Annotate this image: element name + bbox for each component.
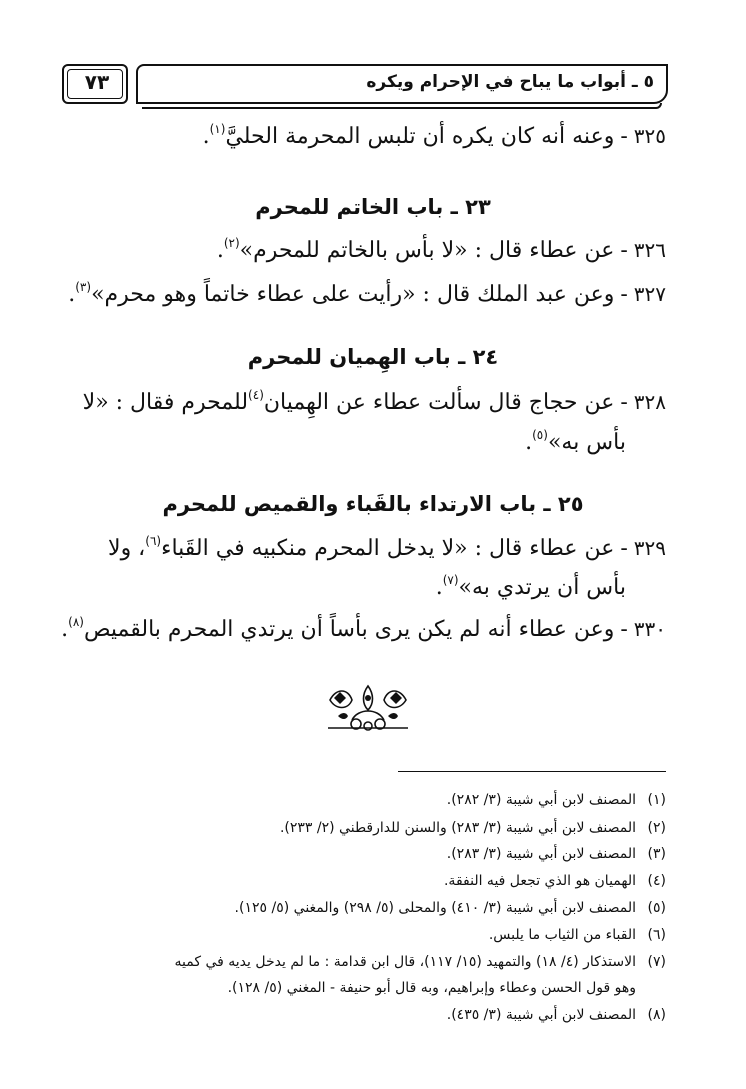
hadith-text: بأس أن يرتدي به» bbox=[458, 575, 626, 600]
hadith-text-cont: ، ولا bbox=[108, 536, 146, 561]
running-title: ٥ ـ أبواب ما يباح في الإحرام ويكره bbox=[366, 72, 654, 92]
dash: - bbox=[620, 390, 628, 415]
running-title-frame bbox=[136, 64, 668, 104]
hadith-number: ٣٢٩ bbox=[633, 536, 666, 560]
footnote-mark: (٤) bbox=[647, 873, 666, 889]
dash: - bbox=[620, 536, 628, 561]
chapter-heading-23: ٢٣ ـ باب الخاتم للمحرم bbox=[255, 195, 491, 219]
dash: - bbox=[620, 617, 628, 642]
hadith-text: عن عطاء قال : «لا بأس بالخاتم للمحرم» bbox=[239, 238, 615, 263]
full-stop: . bbox=[68, 282, 76, 307]
footnote-text: الاستذكار (٤/ ١٨) والتمهيد (١٥/ ١١٧)، قال ابن قدامة : ما لم يدخل يديه في كميه bbox=[174, 954, 636, 970]
footnote-ref: (٧) bbox=[442, 573, 459, 587]
footnote-ref: (٨) bbox=[68, 615, 84, 629]
footnote-text: المصنف لابن أبي شيبة (٣/ ٤٣٥). bbox=[446, 1007, 636, 1023]
hadith-number: ٣٢٧ bbox=[633, 282, 666, 306]
hadith-text: وعن عطاء أنه لم يكن يرى بأساً أن يرتدي المحرم بالقميص bbox=[83, 617, 615, 642]
hadith-329-continued bbox=[436, 573, 626, 600]
footnote-ref: (٥) bbox=[532, 428, 548, 442]
dash: - bbox=[620, 238, 628, 263]
footnote-ref: (٣) bbox=[75, 280, 92, 294]
full-stop: . bbox=[216, 238, 224, 263]
full-stop: . bbox=[435, 575, 443, 600]
footnote-6 bbox=[489, 927, 666, 943]
full-stop: . bbox=[202, 124, 210, 149]
full-stop: . bbox=[525, 430, 533, 455]
hadith-326 bbox=[217, 236, 666, 263]
footnote-mark: (٢) bbox=[647, 820, 666, 836]
footnote-ref: (٢) bbox=[223, 236, 240, 250]
hadith-number: ٣٣٠ bbox=[633, 617, 666, 641]
footnote-ref: (٦) bbox=[145, 534, 162, 548]
dash: - bbox=[620, 124, 628, 149]
hadith-329 bbox=[108, 534, 666, 561]
hadith-number: ٣٢٦ bbox=[633, 238, 666, 262]
footnote-8 bbox=[447, 1007, 666, 1023]
footnote-ref: (٤) bbox=[248, 388, 264, 402]
footnote-2 bbox=[280, 820, 666, 836]
footnote-mark: (٣) bbox=[647, 846, 666, 862]
footnote-text: المصنف لابن أبي شيبة (٣/ ٤١٠) والمحلى (٥/ ٢٩٨) والمغني (٥/ ١٢٥). bbox=[234, 900, 636, 916]
hadith-328-continued bbox=[525, 428, 626, 455]
hadith-number: ٣٢٥ bbox=[633, 124, 666, 148]
page-number: ٧٣ bbox=[84, 70, 110, 94]
footnote-text: المصنف لابن أبي شيبة (٣/ ٢٨٣) والسنن للدارقطني (٢/ ٢٣٣). bbox=[279, 820, 636, 836]
footnote-text: وهو قول الحسن وعطاء وإبراهيم، وبه قال أبو حنيفة - المغني (٥/ ١٢٨). bbox=[227, 980, 636, 996]
hadith-text: وعنه أنه كان يكره أن تلبس المحرمة الحليَّ bbox=[225, 124, 615, 149]
footnote-1 bbox=[447, 792, 666, 808]
footnote-mark: (٧) bbox=[647, 954, 666, 970]
dash: - bbox=[620, 282, 628, 307]
footnote-mark: (٨) bbox=[647, 1007, 666, 1023]
footnote-mark: (٦) bbox=[647, 927, 666, 943]
chapter-heading-25: ٢٥ ـ باب الارتداء بالقَباء والقميص للمحرم bbox=[162, 492, 584, 516]
footnote-separator bbox=[398, 771, 666, 772]
chapter-heading-24: ٢٤ ـ باب الهِميان للمحرم bbox=[247, 345, 499, 369]
footnote-7-continued bbox=[228, 980, 636, 996]
footnote-4 bbox=[444, 873, 666, 889]
page-number-frame bbox=[62, 64, 128, 104]
hadith-328 bbox=[83, 388, 666, 415]
hadith-text: عن حجاج قال سألت عطاء عن الهِميان bbox=[263, 390, 615, 415]
hadith-327 bbox=[68, 280, 666, 307]
full-stop: . bbox=[61, 617, 69, 642]
footnote-text: المصنف لابن أبي شيبة (٣/ ٢٨٣). bbox=[446, 846, 636, 862]
hadith-330 bbox=[61, 615, 666, 642]
footnote-mark: (١) bbox=[647, 792, 666, 808]
footnote-text: المصنف لابن أبي شيبة (٣/ ٢٨٢). bbox=[446, 792, 636, 808]
hadith-text-cont: للمحرم فقال : «لا bbox=[82, 390, 249, 415]
footnote-mark: (٥) bbox=[647, 900, 666, 916]
hadith-text: وعن عبد الملك قال : «رأيت على عطاء خاتماً وهو محرم» bbox=[91, 282, 615, 307]
footnote-7 bbox=[175, 954, 666, 970]
page-header bbox=[62, 64, 668, 106]
footnote-5 bbox=[235, 900, 666, 916]
hadith-325 bbox=[203, 122, 666, 149]
hadith-number: ٣٢٨ bbox=[633, 390, 666, 414]
footnote-text: الهميان هو الذي تجعل فيه النفقة. bbox=[443, 873, 636, 889]
footnote-ref: (١) bbox=[209, 122, 226, 136]
hadith-text: بأس به» bbox=[547, 430, 626, 455]
footnote-3 bbox=[447, 846, 666, 862]
footnote-text: القباء من الثياب ما يلبس. bbox=[488, 927, 636, 943]
hadith-text: عن عطاء قال : «لا يدخل المحرم منكبيه في القَباء bbox=[161, 536, 615, 561]
floral-ornament-icon bbox=[322, 680, 414, 734]
